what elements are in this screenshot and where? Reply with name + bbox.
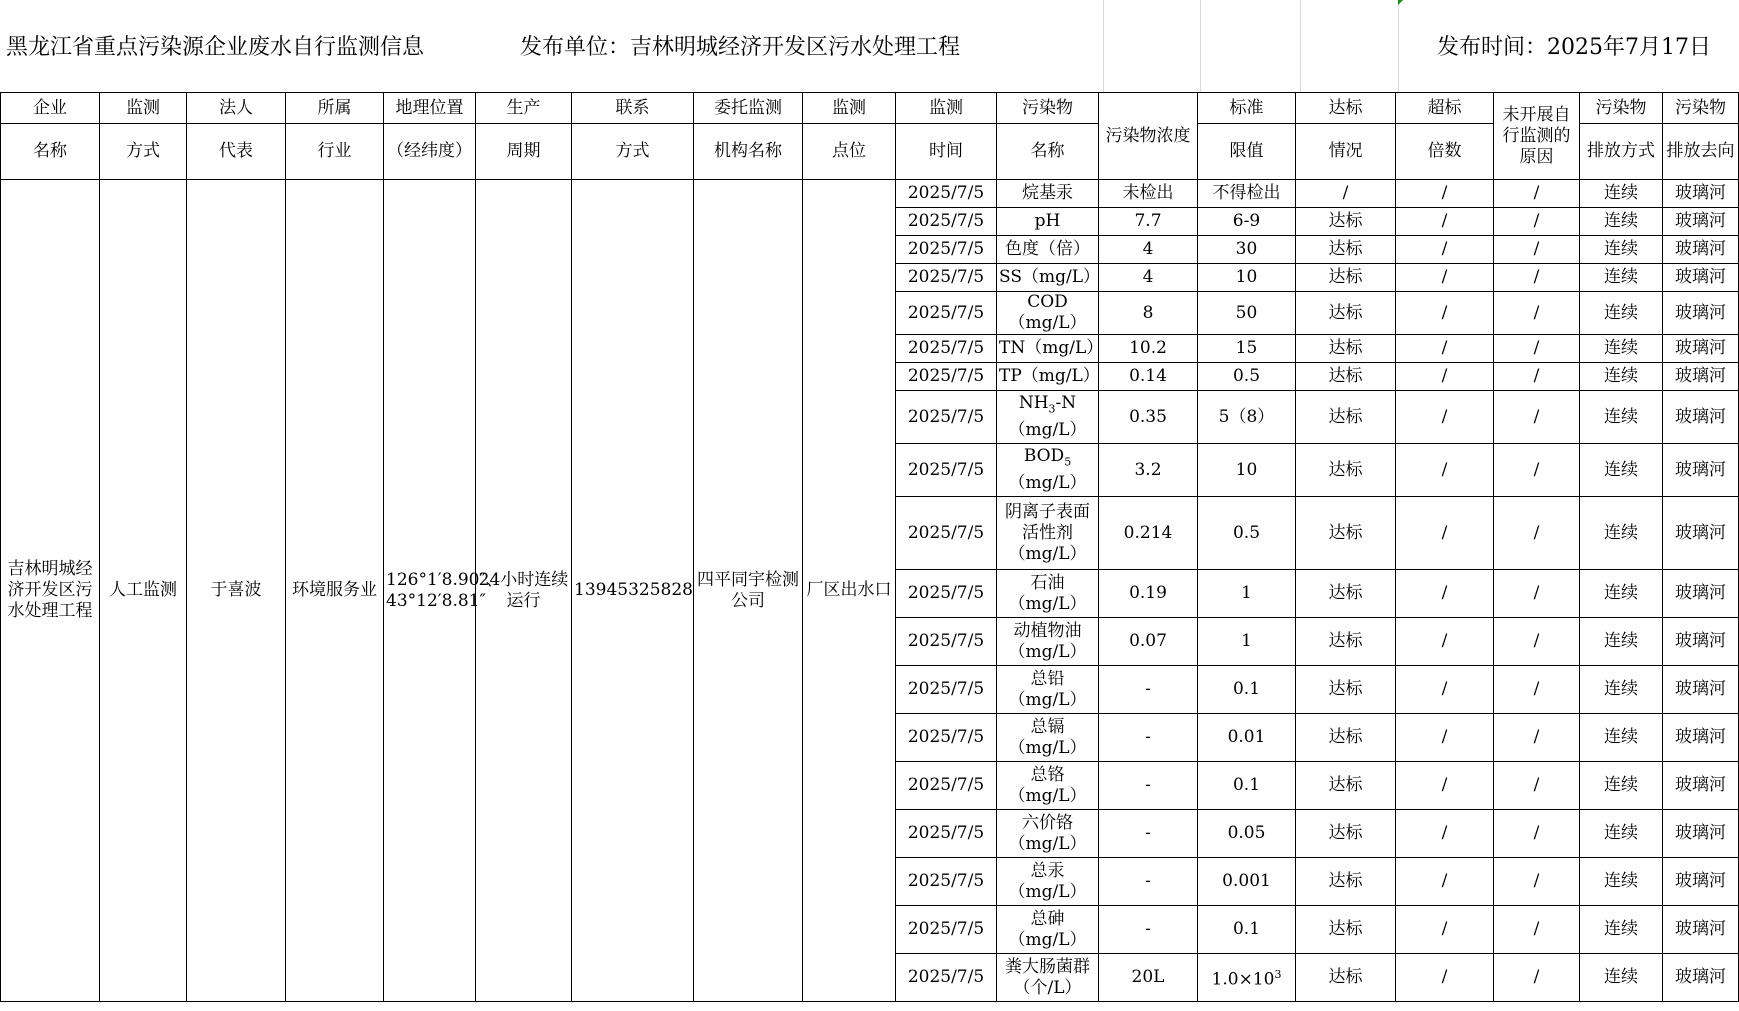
discharge-destination: 玻璃河 — [1663, 208, 1739, 236]
compliance-status: 达标 — [1296, 292, 1396, 335]
col-header: 污染物 — [1580, 93, 1663, 124]
col-header: 行业 — [286, 124, 384, 180]
col-header: 生产 — [476, 93, 572, 124]
header-row-bottom — [1, 124, 1739, 180]
publisher: 发布单位：吉林明城经济开发区污水处理工程 — [520, 35, 961, 60]
col-header: 监测 — [803, 93, 896, 124]
monitor-date: 2025/7/5 — [896, 264, 997, 292]
compliance-status: 达标 — [1296, 497, 1396, 570]
geo-location: 126°1′8.90″、43°12′8.81″ — [384, 180, 476, 1002]
no-monitoring-reason: / — [1494, 906, 1580, 954]
pollutant-name: 六价铬（mg/L） — [997, 810, 1099, 858]
exceed-multiple: / — [1396, 444, 1494, 497]
col-header: 监测 — [100, 93, 187, 124]
table-row — [1, 180, 1739, 208]
col-header: 污染物 — [997, 93, 1099, 124]
exceed-multiple: / — [1396, 666, 1494, 714]
col-header: 限值 — [1198, 124, 1296, 180]
exceed-multiple: / — [1396, 858, 1494, 906]
col-header: 情况 — [1296, 124, 1396, 180]
col-header: 联系 — [572, 93, 694, 124]
discharge-mode: 连续 — [1580, 618, 1663, 666]
monitoring-table — [0, 92, 1739, 1002]
no-monitoring-reason: / — [1494, 497, 1580, 570]
no-monitoring-reason: / — [1494, 363, 1580, 391]
col-header: 方式 — [572, 124, 694, 180]
pollutant-name: 粪大肠菌群（个/L） — [997, 954, 1099, 1002]
standard-limit — [1198, 954, 1296, 1002]
col-header: 监测 — [896, 93, 997, 124]
pollutant-unit: （mg/L） — [1008, 472, 1087, 493]
exceed-multiple: / — [1396, 363, 1494, 391]
compliance-status: 达标 — [1296, 858, 1396, 906]
discharge-mode: 连续 — [1580, 497, 1663, 570]
standard-limit: 不得检出 — [1198, 180, 1296, 208]
col-header: 标准 — [1198, 93, 1296, 124]
discharge-mode: 连续 — [1580, 236, 1663, 264]
pollutant-name: 总铅（mg/L） — [997, 666, 1099, 714]
compliance-status: 达标 — [1296, 618, 1396, 666]
monitor-date: 2025/7/5 — [896, 208, 997, 236]
concentration: 4 — [1099, 236, 1198, 264]
discharge-destination: 玻璃河 — [1663, 618, 1739, 666]
no-monitoring-reason: / — [1494, 954, 1580, 1002]
no-monitoring-reason: / — [1494, 236, 1580, 264]
exceed-multiple: / — [1396, 810, 1494, 858]
pollutant-formula: NH — [1018, 393, 1049, 414]
discharge-mode: 连续 — [1580, 180, 1663, 208]
discharge-destination: 玻璃河 — [1663, 264, 1739, 292]
standard-limit: 50 — [1198, 292, 1296, 335]
pollutant-name: 阴离子表面活性剂（mg/L） — [997, 497, 1099, 570]
concentration: 8 — [1099, 292, 1198, 335]
monitor-date: 2025/7/5 — [896, 444, 997, 497]
col-header: 污染物浓度 — [1099, 93, 1198, 180]
no-monitoring-reason: / — [1494, 264, 1580, 292]
col-header: 方式 — [100, 124, 187, 180]
pollutant-name: 石油（mg/L） — [997, 570, 1099, 618]
header-gridline — [1200, 0, 1201, 92]
concentration: - — [1099, 906, 1198, 954]
standard-limit: 10 — [1198, 264, 1296, 292]
no-monitoring-reason: / — [1494, 292, 1580, 335]
discharge-mode: 连续 — [1580, 444, 1663, 497]
compliance-status: 达标 — [1296, 236, 1396, 264]
pollutant-name: 色度（倍） — [997, 236, 1099, 264]
formula-tail: -N — [1055, 393, 1077, 414]
exceed-multiple: / — [1396, 497, 1494, 570]
standard-limit: 15 — [1198, 335, 1296, 363]
no-monitoring-reason: / — [1494, 391, 1580, 444]
pollutant-name: 总镉（mg/L） — [997, 714, 1099, 762]
discharge-destination: 玻璃河 — [1663, 497, 1739, 570]
discharge-mode: 连续 — [1580, 363, 1663, 391]
comment-marker — [1398, 0, 1403, 5]
discharge-mode: 连续 — [1580, 666, 1663, 714]
compliance-status: 达标 — [1296, 335, 1396, 363]
no-monitoring-reason: / — [1494, 714, 1580, 762]
pollutant-name: pH — [997, 208, 1099, 236]
col-header: 排放去向 — [1663, 124, 1739, 180]
no-monitoring-reason: / — [1494, 666, 1580, 714]
standard-limit: 0.5 — [1198, 497, 1296, 570]
standard-limit: 5（8） — [1198, 391, 1296, 444]
discharge-mode: 连续 — [1580, 858, 1663, 906]
exceed-multiple: / — [1396, 954, 1494, 1002]
no-monitoring-reason: / — [1494, 810, 1580, 858]
discharge-mode: 连续 — [1580, 335, 1663, 363]
discharge-destination: 玻璃河 — [1663, 810, 1739, 858]
standard-limit: 1 — [1198, 618, 1296, 666]
monitor-date: 2025/7/5 — [896, 236, 997, 264]
col-header: 机构名称 — [694, 124, 803, 180]
standard-limit: 10 — [1198, 444, 1296, 497]
limit-exponent: 3 — [1274, 968, 1282, 982]
standard-limit: 6-9 — [1198, 208, 1296, 236]
sheet-title: 黑龙江省重点污染源企业废水自行监测信息 — [6, 35, 425, 60]
discharge-destination: 玻璃河 — [1663, 391, 1739, 444]
col-header: 污染物 — [1663, 93, 1739, 124]
header-gridline — [1300, 0, 1301, 92]
pollutant-formula: BOD — [1023, 446, 1065, 467]
monitoring-agency: 四平同宇检测公司 — [694, 180, 803, 1002]
concentration: 0.19 — [1099, 570, 1198, 618]
company-name: 吉林明城经济开发区污水处理工程 — [1, 180, 100, 1002]
pollutant-name — [997, 391, 1099, 444]
monitor-date: 2025/7/5 — [896, 363, 997, 391]
concentration: 7.7 — [1099, 208, 1198, 236]
concentration: 20L — [1099, 954, 1198, 1002]
concentration: 未检出 — [1099, 180, 1198, 208]
exceed-multiple: / — [1396, 264, 1494, 292]
compliance-status: 达标 — [1296, 570, 1396, 618]
col-header: 委托监测 — [694, 93, 803, 124]
col-header: 点位 — [803, 124, 896, 180]
compliance-status: 达标 — [1296, 208, 1396, 236]
production-cycle: 24小时连续运行 — [476, 180, 572, 1002]
discharge-destination: 玻璃河 — [1663, 292, 1739, 335]
discharge-destination: 玻璃河 — [1663, 180, 1739, 208]
discharge-destination: 玻璃河 — [1663, 858, 1739, 906]
monitor-date: 2025/7/5 — [896, 180, 997, 208]
exceed-multiple: / — [1396, 180, 1494, 208]
standard-limit: 0.01 — [1198, 714, 1296, 762]
discharge-mode: 连续 — [1580, 264, 1663, 292]
exceed-multiple: / — [1396, 570, 1494, 618]
discharge-destination: 玻璃河 — [1663, 335, 1739, 363]
col-header: 排放方式 — [1580, 124, 1663, 180]
compliance-status: 达标 — [1296, 264, 1396, 292]
compliance-status: 达标 — [1296, 363, 1396, 391]
concentration: 0.214 — [1099, 497, 1198, 570]
standard-limit: 0.05 — [1198, 810, 1296, 858]
concentration: 4 — [1099, 264, 1198, 292]
pollutant-name: TN（mg/L） — [997, 335, 1099, 363]
exceed-multiple: / — [1396, 618, 1494, 666]
exceed-multiple: / — [1396, 292, 1494, 335]
no-monitoring-reason: / — [1494, 180, 1580, 208]
discharge-mode: 连续 — [1580, 954, 1663, 1002]
concentration: - — [1099, 810, 1198, 858]
discharge-destination: 玻璃河 — [1663, 906, 1739, 954]
monitor-date: 2025/7/5 — [896, 810, 997, 858]
col-header: 倍数 — [1396, 124, 1494, 180]
col-header: 法人 — [187, 93, 286, 124]
compliance-status: 达标 — [1296, 954, 1396, 1002]
monitor-date: 2025/7/5 — [896, 391, 997, 444]
monitor-date: 2025/7/5 — [896, 954, 997, 1002]
pollutant-name: 总铬（mg/L） — [997, 762, 1099, 810]
pollutant-name: SS（mg/L） — [997, 264, 1099, 292]
pollutant-name: 动植物油（mg/L） — [997, 618, 1099, 666]
exceed-multiple: / — [1396, 762, 1494, 810]
discharge-destination: 玻璃河 — [1663, 363, 1739, 391]
compliance-status: 达标 — [1296, 714, 1396, 762]
pollutant-name: 烷基汞 — [997, 180, 1099, 208]
no-monitoring-reason: / — [1494, 858, 1580, 906]
compliance-status: 达标 — [1296, 906, 1396, 954]
exceed-multiple: / — [1396, 391, 1494, 444]
standard-limit: 0.1 — [1198, 666, 1296, 714]
col-header: 周期 — [476, 124, 572, 180]
concentration: 0.35 — [1099, 391, 1198, 444]
concentration: - — [1099, 858, 1198, 906]
monitoring-point: 厂区出水口 — [803, 180, 896, 1002]
col-header: 代表 — [187, 124, 286, 180]
col-header: 时间 — [896, 124, 997, 180]
monitor-date: 2025/7/5 — [896, 666, 997, 714]
discharge-destination: 玻璃河 — [1663, 570, 1739, 618]
discharge-destination: 玻璃河 — [1663, 444, 1739, 497]
exceed-multiple: / — [1396, 236, 1494, 264]
concentration: 0.14 — [1099, 363, 1198, 391]
discharge-mode: 连续 — [1580, 714, 1663, 762]
col-header: 企业 — [1, 93, 100, 124]
standard-limit: 1 — [1198, 570, 1296, 618]
col-header: 名称 — [1, 124, 100, 180]
exceed-multiple: / — [1396, 906, 1494, 954]
discharge-mode: 连续 — [1580, 570, 1663, 618]
pollutant-name: TP（mg/L） — [997, 363, 1099, 391]
publish-time: 发布时间：2025年7月17日 — [1437, 35, 1711, 60]
monitor-date: 2025/7/5 — [896, 497, 997, 570]
header-gridline — [1103, 0, 1104, 92]
discharge-destination: 玻璃河 — [1663, 762, 1739, 810]
monitor-date: 2025/7/5 — [896, 858, 997, 906]
exceed-multiple: / — [1396, 335, 1494, 363]
formula-subscript: 3 — [1048, 402, 1056, 416]
exceed-multiple: / — [1396, 208, 1494, 236]
pollutant-name — [997, 444, 1099, 497]
limit-base: 1.0×10 — [1211, 969, 1275, 990]
discharge-mode: 连续 — [1580, 208, 1663, 236]
no-monitoring-reason: / — [1494, 444, 1580, 497]
monitoring-method: 人工监测 — [100, 180, 187, 1002]
standard-limit: 0.5 — [1198, 363, 1296, 391]
discharge-destination: 玻璃河 — [1663, 236, 1739, 264]
col-header: 超标 — [1396, 93, 1494, 124]
monitor-date: 2025/7/5 — [896, 335, 997, 363]
no-monitoring-reason: / — [1494, 335, 1580, 363]
discharge-mode: 连续 — [1580, 810, 1663, 858]
header-gridline — [1398, 0, 1399, 92]
col-header: 地理位置 — [384, 93, 476, 124]
pollutant-name: COD（mg/L） — [997, 292, 1099, 335]
discharge-mode: 连续 — [1580, 906, 1663, 954]
monitor-date: 2025/7/5 — [896, 714, 997, 762]
concentration: - — [1099, 666, 1198, 714]
pollutant-name: 总汞（mg/L） — [997, 858, 1099, 906]
monitor-date: 2025/7/5 — [896, 292, 997, 335]
concentration: 3.2 — [1099, 444, 1198, 497]
concentration: 0.07 — [1099, 618, 1198, 666]
contact-phone: 13945325828 — [572, 180, 694, 1002]
pollutant-unit: （mg/L） — [1008, 419, 1087, 440]
discharge-mode: 连续 — [1580, 292, 1663, 335]
standard-limit: 30 — [1198, 236, 1296, 264]
monitor-date: 2025/7/5 — [896, 618, 997, 666]
col-header: 达标 — [1296, 93, 1396, 124]
discharge-mode: 连续 — [1580, 391, 1663, 444]
compliance-status: 达标 — [1296, 810, 1396, 858]
no-monitoring-reason: / — [1494, 618, 1580, 666]
col-header: 名称 — [997, 124, 1099, 180]
no-monitoring-reason: / — [1494, 570, 1580, 618]
monitor-date: 2025/7/5 — [896, 762, 997, 810]
concentration: 10.2 — [1099, 335, 1198, 363]
legal-representative: 于喜波 — [187, 180, 286, 1002]
standard-limit: 0.1 — [1198, 906, 1296, 954]
compliance-status: / — [1296, 180, 1396, 208]
standard-limit: 0.001 — [1198, 858, 1296, 906]
monitor-date: 2025/7/5 — [896, 906, 997, 954]
concentration: - — [1099, 714, 1198, 762]
discharge-destination: 玻璃河 — [1663, 714, 1739, 762]
col-header: 未开展自行监测的原因 — [1494, 93, 1580, 180]
formula-subscript: 5 — [1064, 455, 1072, 469]
compliance-status: 达标 — [1296, 444, 1396, 497]
compliance-status: 达标 — [1296, 666, 1396, 714]
header-row-top — [1, 93, 1739, 124]
no-monitoring-reason: / — [1494, 208, 1580, 236]
standard-limit: 0.1 — [1198, 762, 1296, 810]
discharge-mode: 连续 — [1580, 762, 1663, 810]
col-header: 所属 — [286, 93, 384, 124]
table-body — [1, 180, 1739, 1002]
industry: 环境服务业 — [286, 180, 384, 1002]
compliance-status: 达标 — [1296, 391, 1396, 444]
pollutant-name: 总砷（mg/L） — [997, 906, 1099, 954]
exceed-multiple: / — [1396, 714, 1494, 762]
col-header: （经纬度） — [384, 124, 476, 180]
compliance-status: 达标 — [1296, 762, 1396, 810]
discharge-destination: 玻璃河 — [1663, 666, 1739, 714]
no-monitoring-reason: / — [1494, 762, 1580, 810]
concentration: - — [1099, 762, 1198, 810]
monitor-date: 2025/7/5 — [896, 570, 997, 618]
discharge-destination: 玻璃河 — [1663, 954, 1739, 1002]
